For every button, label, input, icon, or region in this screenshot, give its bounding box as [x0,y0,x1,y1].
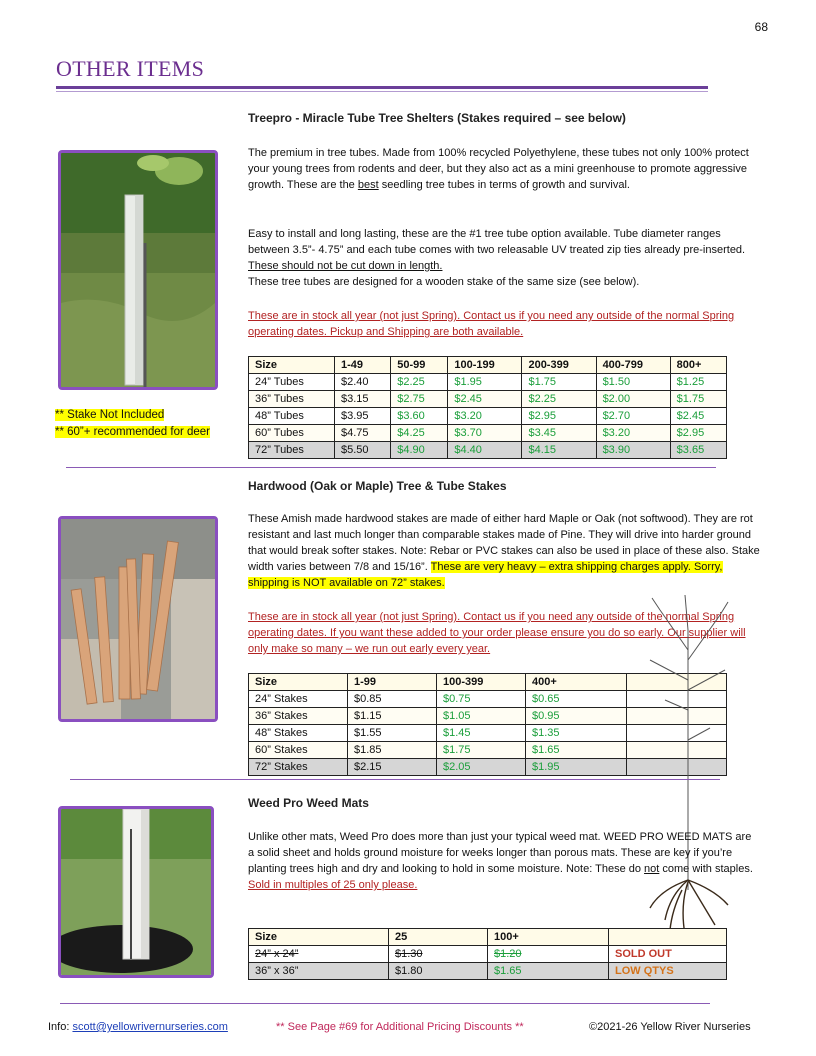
treepro-description [248,145,760,193]
col-header: Size [249,357,335,374]
mats-price-table [248,928,727,980]
table-cell: $1.80 [389,963,488,980]
table-cell: $3.20 [596,425,670,442]
page-number: 68 [754,20,768,34]
table-cell: 72” Tubes [249,442,335,459]
deer-recommendation-note: ** 60”+ recommended for deer [55,426,211,438]
table-cell: $1.75 [437,742,526,759]
table-cell: 60” Tubes [249,425,335,442]
table-header-row [249,357,727,374]
mats-desc-end: come with staples. [659,863,753,875]
table-cell: 24” x 24” [249,946,389,963]
col-header: 25 [389,929,488,946]
table-cell: $1.35 [526,725,627,742]
table-row [249,963,727,980]
table-cell: $2.95 [522,408,596,425]
table-cell: $2.40 [334,374,390,391]
stake-not-included-note: ** Stake Not Included [55,409,165,421]
footer-info-label: Info: [48,1021,70,1033]
col-header: 1-49 [334,357,390,374]
treepro-stock-note: These are in stock all year (not just Spring). Contact us if you need any outside of the normal Spring operating dates. Pickup and Shipping are both available. [248,310,735,338]
tree-tube-photo [58,150,218,390]
col-header: Size [249,674,348,691]
mats-description [248,829,760,893]
table-cell: $2.25 [522,391,596,408]
low-qty-badge: LOW QTYS [609,963,727,980]
table-cell: $1.20 [488,946,609,963]
table-cell: $1.75 [522,374,596,391]
table-cell: 24” Stakes [249,691,348,708]
footer-divider [60,1003,710,1004]
col-header: 100+ [488,929,609,946]
table-row [249,442,727,459]
footer-copyright: ©2021-26 Yellow River Nurseries [589,1021,751,1033]
table-cell: $1.85 [348,742,437,759]
col-header: 400-799 [596,357,670,374]
mats-multiples-note: Sold in multiples of 25 only please. [248,879,418,891]
table-cell: $5.50 [334,442,390,459]
table-cell: $3.15 [334,391,390,408]
table-cell: $1.05 [437,708,526,725]
table-row [249,391,727,408]
table-cell: 60” Stakes [249,742,348,759]
table-cell: $1.55 [348,725,437,742]
table-cell: $2.70 [596,408,670,425]
treepro-desc-end: seedling tree tubes in terms of growth and survival. [378,179,630,191]
col-header: 50-99 [391,357,448,374]
section-divider [66,467,716,468]
treepro-price-table [248,356,727,459]
treepro-heading: Treepro - Miracle Tube Tree Shelters (Stakes required – see below) [248,111,626,125]
table-cell: $1.65 [488,963,609,980]
table-cell: 72” Stakes [249,759,348,776]
treepro-install-info [248,226,760,290]
table-cell: $3.70 [448,425,522,442]
table-cell: $1.15 [348,708,437,725]
table-cell: $2.45 [448,391,522,408]
mats-desc-not: not [644,863,660,875]
stakes-photo [58,516,218,722]
table-row [249,408,727,425]
table-cell: $1.25 [670,374,726,391]
table-cell: $2.75 [391,391,448,408]
title-divider-thin [56,91,708,92]
col-header: 100-199 [448,357,522,374]
tree-tube-illustration [61,153,215,387]
footer-info [48,1021,228,1033]
table-cell: $2.25 [391,374,448,391]
table-cell: $4.40 [448,442,522,459]
table-cell: $1.95 [448,374,522,391]
table-cell: $3.90 [596,442,670,459]
treepro-desc-start: The premium in tree tubes. Made from 100% recycled Polyethylene, these tubes not only 100% protect your young trees from rodents and deer, but they also act as a mini greenhouse to promote aggressive growth. These are the [248,147,749,191]
footer-discount-note: ** See Page #69 for Additional Pricing Discounts ** [276,1021,524,1033]
table-cell: $3.60 [391,408,448,425]
stakes-shipping-warning: These are very heavy – extra shipping charges apply. Sorry, shipping is NOT available on 72” stakes. [248,561,723,589]
table-cell: $2.15 [348,759,437,776]
stakes-heading: Hardwood (Oak or Maple) Tree & Tube Stakes [248,479,507,493]
table-cell: $2.95 [670,425,726,442]
section-title: OTHER ITEMS [56,56,205,81]
table-header-row [249,929,727,946]
table-cell: $2.45 [670,408,726,425]
mats-heading: Weed Pro Weed Mats [248,796,369,810]
col-header: Size [249,929,389,946]
table-cell: $1.30 [389,946,488,963]
table-cell: $1.95 [526,759,627,776]
table-cell: $4.75 [334,425,390,442]
stakes-stock-note: These are in stock all year (not just Spring). Contact us if you need any outside of the normal Spring operating dates. If you want these added to your order please ensure you do so early. Our supplier will only make so many – we run out early every year. [248,611,746,655]
col-header: 400+ [526,674,627,691]
table-cell: $3.65 [670,442,726,459]
weed-mat-illustration [61,809,211,975]
table-cell: 36” Stakes [249,708,348,725]
table-cell: $2.05 [437,759,526,776]
section-divider [70,779,720,780]
col-header: 200-399 [522,357,596,374]
treepro-install-text: Easy to install and long lasting, these are the #1 tree tube option available. Tube diameter ranges between 3.5”- 4.75” and each tube comes with two releasable UV treated zip ties already pre-inserted. [248,228,746,256]
table-cell: $1.45 [437,725,526,742]
table-cell: 36” Tubes [249,391,335,408]
sold-out-badge: SOLD OUT [609,946,727,963]
table-cell: $4.25 [391,425,448,442]
treepro-stake-note: These tree tubes are designed for a wooden stake of the same size (see below). [248,276,640,288]
col-header [609,929,727,946]
weed-mat-photo [58,806,214,978]
table-cell: $1.75 [670,391,726,408]
table-cell: $1.65 [526,742,627,759]
col-header: 800+ [670,357,726,374]
table-row [249,946,727,963]
col-header: 100-399 [437,674,526,691]
col-header: 1-99 [348,674,437,691]
table-cell: $3.20 [448,408,522,425]
table-cell: $2.00 [596,391,670,408]
table-row [249,374,727,391]
table-cell: 48” Tubes [249,408,335,425]
table-cell: $4.15 [522,442,596,459]
treepro-no-cut-note: These should not be cut down in length. [248,260,443,272]
table-cell: $4.90 [391,442,448,459]
table-cell: 48” Stakes [249,725,348,742]
table-cell: $3.95 [334,408,390,425]
table-cell: 24” Tubes [249,374,335,391]
footer-email-link[interactable]: scott@yellowrivernurseries.com [72,1021,228,1033]
table-cell: $1.50 [596,374,670,391]
table-cell: $0.85 [348,691,437,708]
stakes-description [248,511,760,591]
title-divider [56,86,708,89]
table-cell: $3.45 [522,425,596,442]
table-cell: $0.95 [526,708,627,725]
treepro-desc-best: best [357,179,379,191]
table-cell: $0.75 [437,691,526,708]
table-cell: $0.65 [526,691,627,708]
table-cell: 36” x 36” [249,963,389,980]
stakes-illustration [61,519,215,719]
table-row [249,425,727,442]
mats-desc-text: Unlike other mats, Weed Pro does more than just your typical weed mat. WEED PRO WEED MATS are a solid sheet and holds ground moisture for weeks longer than porous mats. These are key if you’re planting trees high and dry and looking to hold in some moisture. Note: These do [248,831,752,875]
stakes-desc-text: These Amish made hardwood stakes are made of either hard Maple or Oak (not softwood). They are rot resistant and last much longer than comparable stakes made of Pine. They will drive into harder ground that would break softer stakes. Note: Rebar or PVC stakes can also be used in place of these also. Stake width varies between 7/8 and 15/16”. [248,513,760,573]
